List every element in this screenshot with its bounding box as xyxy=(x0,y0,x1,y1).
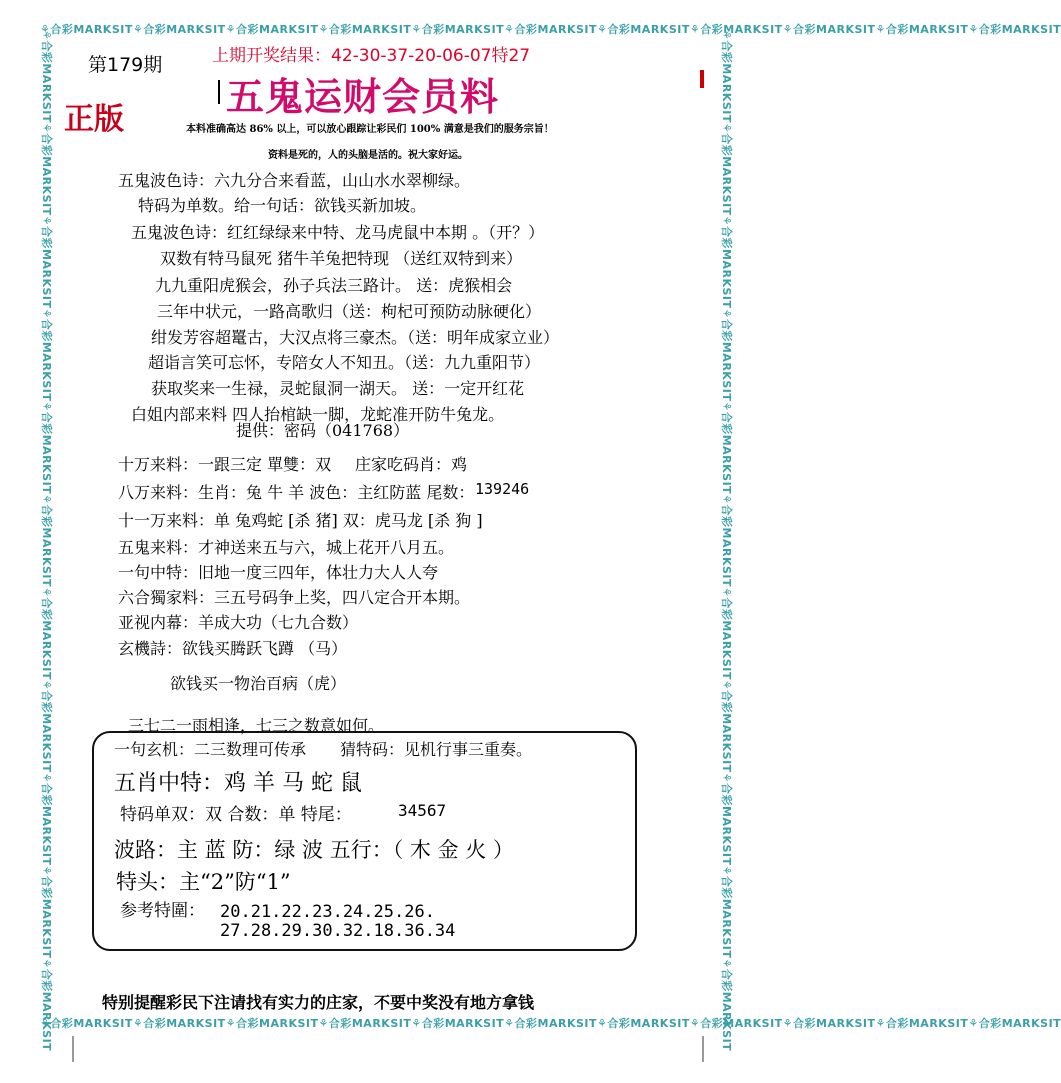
issue-number: 第179期 xyxy=(88,54,163,76)
reference-numbers: 27.28.29.30.32.18.36.34 xyxy=(220,921,456,941)
info-line: 庄家吃码肖：鸡 xyxy=(355,455,468,474)
last-draw-result: 上期开奖结果：42-30-37-20-06-07特27 xyxy=(212,46,531,66)
crop-mark xyxy=(72,1036,74,1062)
poem-line: 九九重阳虎猴会，孙子兵法三路计。 送：虎猴相会 xyxy=(155,276,513,295)
poem-line: 特码为单数。给一句话：欲钱买新加坡。 xyxy=(138,196,427,215)
info-line: 一句中特：旧地一度三四年，体壮力大人人夸 xyxy=(118,563,439,582)
five-zodiac-line: 五肖中特：鸡 羊 马 蛇 鼠 xyxy=(114,771,362,796)
border-top: ⚘合彩MARKSIT⚘合彩MARKSIT⚘合彩MARKSIT⚘合彩MARKSIT⚘合彩MARKSIT⚘合彩MARKSIT⚘合彩MARKSIT⚘合彩MARKSIT⚘合彩MARKSIT⚘合彩MARKSIT⚘合彩MARKSIT xyxy=(40,23,1061,36)
info-line: 八万来料：生肖：兔 牛 羊 波色：主红防蓝 尾数： xyxy=(118,483,475,502)
footer-notice: 特别提醒彩民下注请找有实力的庄家，不要中奖没有地方拿钱 xyxy=(102,993,535,1012)
box-line: 参考特圍： xyxy=(120,901,205,921)
box-line: 特码单双：双 合数：单 特尾： xyxy=(120,805,352,825)
text-cursor xyxy=(218,80,220,104)
info-line: 六合獨家料：三五号码争上奖，四八定合开本期。 xyxy=(118,588,471,607)
poem-line: 绀发芳容超鼍古，大汉点将三豪杰。（送：明年成家立业） xyxy=(151,328,560,347)
info-line: 欲钱买一物治百病（虎） xyxy=(170,674,347,693)
red-mark xyxy=(700,70,704,88)
info-line: 玄機詩：欲钱买腾跃飞蹲 （马） xyxy=(118,639,348,658)
wave-line: 波路：主 蓝 防：绿 波 五行：（ 木 金 火 ） xyxy=(114,838,514,862)
info-line: 五鬼来料：才神送来五与六，城上花开八月五。 xyxy=(118,538,455,557)
box-line: 猜特码：见机行事三重奏。 xyxy=(340,740,533,759)
info-line: 亚视内幕：羊成大功（七九合数） xyxy=(118,613,359,632)
info-line: 十万来料：一跟三定 單雙：双 xyxy=(118,455,332,474)
poem-line: 双数有特马鼠死 猪牛羊兔把特现 （送红双特到来） xyxy=(160,249,523,268)
poem-line: 五鬼波色诗：红红绿绿来中特、龙马虎鼠中本期 。（开？） xyxy=(131,223,545,242)
page-title: 五鬼运财会员料 xyxy=(226,74,500,119)
info-line: 十一万来料：单 兔鸡蛇 [杀 猪] 双：虎马龙 [杀 狗 ] xyxy=(118,511,483,530)
genuine-label: 正版 xyxy=(64,102,124,137)
tail-numbers: 139246 xyxy=(475,480,530,498)
border-left: ⚘合彩MARKSIT⚘合彩MARKSIT⚘合彩MARKSIT⚘合彩MARKSIT⚘合彩MARKSIT⚘合彩MARKSIT⚘合彩MARKSIT⚘合彩MARKSIT⚘合彩MARKSIT⚘合彩MARKSIT⚘合彩MARKSIT xyxy=(40,30,53,1052)
poem-line: 提供：密码（041768） xyxy=(236,421,410,440)
poem-line: 白姐内部来料 四人抬棺缺一脚，龙蛇准开防牛兔龙。 xyxy=(131,405,505,424)
info-line: 三七二一雨相逢，七三之数意如何。 xyxy=(128,716,385,735)
poem-line: 五鬼波色诗：六九分合来看蓝，山山水水翠柳绿。 xyxy=(118,171,471,190)
head-line: 特头：主“2”防“1” xyxy=(116,870,291,894)
box-line: 一句玄机：二三数理可传承 xyxy=(114,740,307,759)
border-right: ⚘合彩MARKSIT⚘合彩MARKSIT⚘合彩MARKSIT⚘合彩MARKSIT⚘合彩MARKSIT⚘合彩MARKSIT⚘合彩MARKSIT⚘合彩MARKSIT⚘合彩MARKSIT⚘合彩MARKSIT⚘合彩MARKSIT xyxy=(720,30,733,1052)
poem-line: 获取奖来一生禄，灵蛇鼠洞一湖天。 送：一定开红花 xyxy=(151,379,525,398)
border-bottom: ⚘合彩MARKSIT⚘合彩MARKSIT⚘合彩MARKSIT⚘合彩MARKSIT⚘合彩MARKSIT⚘合彩MARKSIT⚘合彩MARKSIT⚘合彩MARKSIT⚘合彩MARKSIT⚘合彩MARKSIT⚘合彩MARKSIT xyxy=(40,1017,1061,1030)
crop-mark xyxy=(702,1036,704,1062)
tail-numbers: 34567 xyxy=(398,801,447,820)
poem-line: 三年中状元，一路高歌归（送：枸杞可预防动脉硬化） xyxy=(157,302,542,321)
reference-numbers: 20.21.22.23.24.25.26. xyxy=(220,902,435,922)
intro-line: 本料准确高达 86% 以上，可以放心跟踪让彩民们 100% 满意是我们的服务宗旨！ xyxy=(186,124,554,135)
intro-line: 资料是死的，人的头脑是活的。祝大家好运。 xyxy=(268,150,468,161)
poem-line: 超诣言笑可忘怀，专陪女人不知丑。（送：九九重阳节） xyxy=(148,353,541,372)
